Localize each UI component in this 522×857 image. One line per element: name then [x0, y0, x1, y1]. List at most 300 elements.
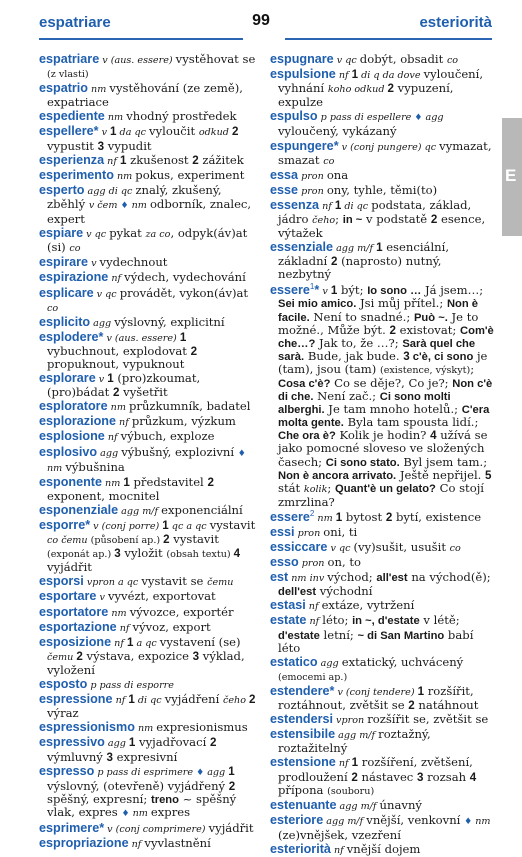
translation: zkušenost: [126, 152, 193, 167]
translation: letní;: [319, 627, 358, 642]
grammar-label: za co: [145, 229, 171, 241]
grammar-label: nf: [104, 155, 120, 167]
grammar-label: agg m/f: [335, 730, 379, 742]
dictionary-entry: [270, 755, 494, 797]
grammar-label: pron: [294, 527, 324, 539]
headword: esploratore: [39, 399, 108, 414]
translation: vnější, venkovní: [366, 812, 465, 827]
translation: vyjádřit: [208, 820, 254, 835]
phrase: d'estate: [278, 629, 320, 642]
grammar-label: co: [47, 302, 59, 314]
translation: Jsi můj přítel.;: [356, 296, 447, 311]
translation: vystavení (se): [159, 634, 241, 649]
translation: exponent, mocnitel: [47, 488, 160, 503]
translation: výmluvný: [47, 749, 107, 764]
grammar-label: v (conj pungere) qc: [338, 141, 440, 153]
grammar-label: di q da dove: [358, 70, 424, 82]
translation: v létě;: [419, 613, 460, 628]
headword: esplosivo: [39, 444, 98, 459]
dictionary-entry: [39, 720, 261, 735]
translation: bytost: [342, 509, 386, 524]
sense-number: 2: [408, 699, 415, 713]
translation: ony, tyhle, těmi(to): [326, 182, 438, 197]
headword: essenza: [270, 197, 320, 212]
translation: východ;: [327, 570, 377, 585]
translation: expresivní: [112, 749, 178, 764]
headword: esso: [270, 555, 299, 570]
phrase: Quant'è un gelato?: [335, 482, 436, 495]
translation: pykat: [109, 226, 146, 241]
translation: vyvézt, exportovat: [107, 589, 216, 604]
headword: espressionismo: [39, 720, 135, 735]
grammar-label: nf: [128, 839, 145, 851]
translation: výraz: [47, 706, 79, 721]
sense-number: 1: [110, 125, 117, 139]
phrase: C'era molta gente.: [278, 404, 490, 430]
translation: (ze)vnějšek, vzezření: [278, 827, 401, 842]
phrase: Non c'è di che.: [278, 378, 493, 404]
phrase: Sei mio amico.: [278, 298, 357, 311]
grammar-label: čemu: [47, 651, 77, 663]
translation: oni, ti: [323, 524, 358, 539]
phrase: Cosa c'è?: [278, 378, 331, 391]
headword: espirazione: [39, 270, 109, 285]
sense-number: 3: [106, 750, 113, 764]
headword: esplicare: [39, 285, 94, 300]
sense-number: 4: [233, 547, 241, 561]
translation: stát: [278, 480, 304, 495]
translation: výslovný, explicitní: [114, 314, 225, 329]
dictionary-entry: [270, 167, 494, 183]
translation: výstava, expozice: [82, 648, 193, 663]
sense-number: 1: [417, 684, 425, 698]
translation: babí léto: [278, 627, 474, 655]
translation: rozsah: [423, 769, 470, 784]
headword: estatico: [270, 654, 318, 669]
grammar-label: v (aus. essere): [103, 332, 180, 344]
dictionary-entry: [270, 555, 494, 570]
headword: espressione: [39, 692, 113, 707]
grammar-label: di qc: [134, 695, 165, 707]
sense-number: 2: [228, 779, 236, 793]
dictionary-entry: [39, 270, 261, 285]
dictionary-entry: [39, 619, 261, 635]
dictionary-entry: [270, 570, 494, 599]
headword: estasi: [270, 598, 306, 613]
grammar-label: agg: [90, 317, 115, 329]
translation: únavný: [379, 797, 422, 812]
grammar-label: p pass di esporre: [87, 680, 174, 692]
grammar-label: co čemu: [47, 535, 91, 547]
headword: esposizione: [39, 634, 112, 649]
page-number: 99: [252, 12, 270, 29]
headword: espiare: [39, 226, 84, 241]
sense-number: 1: [330, 283, 338, 297]
translation: vhodný prostředek: [126, 109, 237, 124]
grammar-label: nm: [314, 512, 336, 524]
grammar-label: nf: [111, 637, 127, 649]
phrase: dell'est: [278, 586, 317, 599]
translation: Ještě nepřijel.: [396, 467, 486, 482]
translation: podstata, základ, jádro: [278, 197, 472, 227]
grammar-label: v (conj tendere): [334, 686, 418, 698]
translation: znalý, zkušený, zběhlý: [47, 182, 222, 211]
diamond-marker: ♦: [121, 808, 130, 819]
grammar-label: pron: [298, 170, 327, 182]
dictionary-entry: [39, 444, 261, 475]
headword: espatriare: [39, 52, 100, 66]
translation: spěšný, expresní;: [47, 791, 151, 806]
context-note: (obsah textu): [166, 549, 234, 561]
homonym-number: 1: [309, 281, 315, 291]
headword: esplorazione: [39, 414, 116, 429]
headword: espropriazione: [39, 836, 129, 851]
headword: esteriore: [270, 812, 324, 827]
dictionary-entry: [39, 52, 261, 81]
grammar-label: p pass di espellere: [317, 112, 415, 124]
translation: výslovný, (otevřeně) vyjádřený: [47, 778, 229, 793]
grammar-label: vpron a qc: [83, 577, 142, 589]
sense-number: 1: [126, 635, 134, 649]
translation: esence, výtažek: [278, 212, 486, 241]
translation: (naprosto) nutný, nezbytný: [278, 254, 442, 282]
translation: Je tam mnoho hotelů.;: [324, 402, 462, 417]
grammar-label: odkud: [198, 127, 232, 139]
dictionary-entry: [39, 502, 261, 518]
sense-number: 1: [128, 693, 135, 707]
translation: vývozce, exportér: [129, 604, 234, 619]
headword: esperienza: [39, 152, 105, 167]
grammar-label: v (conj porre): [90, 521, 163, 532]
headword: esperto: [39, 182, 85, 197]
translation: vybuchnout, explodovat: [47, 343, 191, 358]
translation: vystavit: [169, 532, 219, 547]
grammar-label: nf: [335, 70, 352, 82]
headword: essere: [270, 282, 310, 297]
sense-number: 1: [123, 475, 130, 489]
grammar-label: nm: [88, 84, 110, 96]
dictionary-entry: [39, 329, 261, 371]
dictionary-entry: [270, 841, 494, 857]
dictionary-entry: [270, 508, 494, 525]
grammar-label: v qc: [83, 229, 110, 241]
headword: esplosione: [39, 429, 105, 444]
grammar-label: nf: [115, 417, 132, 429]
headword: esporsi: [39, 574, 84, 589]
grammar-label: nm: [472, 815, 491, 827]
dictionary-entry: [39, 399, 261, 414]
grammar-label: v qc: [327, 543, 354, 554]
grammar-label: nm: [134, 723, 157, 735]
sense-number: 4: [430, 429, 437, 443]
phrase: Che ora è?: [278, 430, 336, 443]
dictionary-entry: [39, 182, 261, 227]
dictionary-entry: [39, 589, 261, 604]
grammar-label: v: [95, 374, 108, 386]
translation: rozšíření, zvětšení, prodloužení: [278, 755, 473, 784]
dictionary-entry: [270, 52, 494, 67]
grammar-label: nm: [128, 199, 150, 211]
translation: Bude, jak bude.: [304, 348, 404, 363]
sense-number: 2: [351, 770, 358, 784]
headword: estendersi: [270, 712, 333, 727]
sense-number: 2: [76, 649, 83, 663]
phrase: Sarà quel che sarà.: [278, 337, 476, 363]
translation: Co stojí zmrzlina?: [278, 480, 485, 509]
sense-number: 1: [351, 756, 359, 770]
translation: výbušný, explozivní: [121, 444, 238, 459]
translation: esenciální, základní: [278, 240, 450, 269]
translation: ona: [326, 167, 349, 182]
grammar-label: kolik: [303, 483, 328, 495]
phrase: Ci sono stato.: [325, 456, 400, 469]
sense-number: 2: [209, 736, 217, 750]
grammar-label: co: [69, 243, 81, 255]
sense-number: 1: [334, 198, 342, 212]
headword: essiccare: [270, 540, 328, 554]
headword: essi: [270, 524, 295, 539]
translation: výklad, vyložení: [47, 648, 245, 677]
headword: espresso: [39, 763, 95, 778]
headword: *: [314, 282, 320, 297]
translation: , odpyk(áv)at (si): [47, 226, 248, 255]
sense-number: 2: [192, 153, 199, 167]
translation: být;: [337, 282, 368, 297]
translation: vyložit: [120, 546, 167, 561]
sense-number: 2: [385, 510, 393, 524]
dictionary-entry: [39, 429, 261, 444]
grammar-label: nm: [129, 807, 151, 819]
left-column: [39, 52, 261, 851]
headword: espressivo: [39, 735, 105, 750]
headword: esponenziale: [39, 502, 119, 517]
diamond-marker: ♦: [196, 767, 205, 778]
translation: je (tam), jsou (tam): [278, 348, 488, 376]
sense-number: 1: [335, 510, 343, 524]
dictionary-entry: [270, 109, 494, 139]
context-note: (emocemi ap.): [278, 671, 348, 683]
translation: Není to snadné.;: [309, 309, 414, 324]
headword: esplodere*: [39, 329, 104, 344]
sense-number: 2: [389, 323, 396, 337]
translation: extáze, vytržení: [321, 598, 415, 613]
grammar-label: nm: [113, 170, 136, 182]
header-rule-left: [39, 38, 243, 40]
grammar-label: nm inv: [288, 573, 328, 585]
translation: výbušnina: [65, 459, 125, 474]
dictionary-entry: [39, 414, 261, 429]
grammar-label: v qc: [93, 288, 120, 300]
dictionary-entry: [39, 371, 261, 400]
sense-number: 2: [163, 533, 170, 547]
dictionary-entry: [270, 683, 494, 713]
translation: vymazat, smazat: [278, 138, 492, 167]
dictionary-entry: [39, 124, 261, 153]
translation: vystěhování (ze země), expatriace: [47, 81, 243, 110]
sense-number: 1: [351, 68, 359, 82]
translation: Kolik je hodin?: [335, 428, 431, 443]
headword: esprimere*: [39, 820, 105, 835]
translation: nástavec: [357, 769, 417, 784]
translation: ~ spěšný vlak, expres: [47, 791, 237, 819]
grammar-label: v: [319, 285, 331, 297]
translation: Je to možné., Může být.: [278, 309, 479, 337]
translation: přípona: [278, 782, 328, 797]
translation: on, to: [327, 555, 361, 570]
translation: provádět, vykon(áv)at: [119, 285, 249, 300]
grammar-label: agg: [317, 657, 342, 669]
translation: expresionismus: [156, 720, 248, 735]
translation: výbuch, exploze: [120, 429, 215, 444]
grammar-label: nm: [107, 402, 129, 414]
grammar-label: da qc: [116, 127, 150, 139]
grammar-label: čeho: [312, 215, 336, 227]
sense-number: 5: [485, 468, 492, 482]
headword: estate: [270, 613, 307, 628]
grammar-label: v: [96, 592, 108, 604]
translation: ;: [327, 480, 336, 495]
dictionary-entry: [270, 197, 494, 241]
translation: Co se děje?, Co je?;: [330, 376, 453, 391]
translation: vypuzení, expulze: [278, 81, 454, 110]
grammar-label: agg: [97, 447, 122, 459]
headword: essa: [270, 167, 299, 182]
grammar-label: čeho: [222, 695, 250, 707]
dictionary-entry: [39, 677, 261, 692]
phrase: c'è, ci sono: [409, 350, 474, 363]
grammar-label: co: [449, 543, 461, 554]
headword: esportazione: [39, 619, 117, 634]
translation: rozšířit, roztáhnout, zvětšit se: [278, 683, 474, 713]
header-rule-right: [285, 38, 492, 40]
grammar-label: nf: [319, 200, 335, 212]
sense-number: 3: [97, 139, 105, 153]
sense-number: 2: [231, 125, 239, 139]
sense-number: 1: [162, 519, 169, 532]
headword: esponente: [39, 474, 102, 489]
translation: vypustit: [47, 138, 98, 153]
translation: dobýt, obsadit: [359, 52, 447, 66]
translation: pokus, experiment: [135, 167, 245, 182]
grammar-label: agg m/f: [333, 243, 377, 255]
grammar-label: nm: [101, 477, 124, 489]
dictionary-entry: [270, 797, 494, 813]
translation: Byla tam spousta lidí.;: [343, 415, 479, 430]
grammar-label: co: [446, 55, 459, 66]
grammar-label: pron: [298, 185, 327, 197]
grammar-label: nf: [306, 616, 323, 628]
grammar-label: nf: [330, 844, 347, 856]
dictionary-entry: [39, 152, 261, 168]
thumb-index-tab[interactable]: [502, 118, 522, 236]
headword: espirare: [39, 255, 89, 270]
translation: ;: [470, 361, 475, 376]
headword: espellere*: [39, 124, 99, 139]
translation: průzkum, výzkum: [131, 414, 236, 429]
grammar-label: v (aus. essere): [99, 55, 176, 66]
translation: zážitek: [198, 152, 244, 167]
translation: představitel: [129, 474, 208, 489]
sense-number: 2: [249, 693, 256, 707]
translation: výdech, vydechování: [124, 270, 246, 285]
translation: Není zač.;: [313, 389, 380, 404]
translation: roztažný, roztažitelný: [278, 727, 431, 756]
phrase: Non è ancora arrivato.: [278, 469, 397, 482]
sense-number: 1: [228, 764, 235, 778]
headword: espungere*: [270, 138, 339, 153]
translation: ;: [335, 212, 343, 227]
diamond-marker: ♦: [237, 448, 246, 459]
sense-number: 2: [430, 213, 438, 227]
dictionary-entry: [270, 613, 494, 655]
translation: vyjádřit: [47, 560, 92, 575]
grammar-label: nf: [335, 758, 352, 770]
dictionary-entry: [39, 820, 261, 836]
dictionary-entry: [39, 692, 261, 721]
phrase: in ~: [342, 214, 363, 227]
sense-number: 2: [387, 82, 394, 96]
homonym-number: 2: [309, 508, 315, 518]
dictionary-entry: [39, 226, 261, 255]
translation: vyjádření: [164, 692, 223, 707]
grammar-label: nm: [47, 462, 66, 474]
grammar-label: koho odkud: [327, 84, 388, 96]
grammar-label: agg di qc: [84, 185, 136, 197]
grammar-label: nm: [108, 607, 130, 619]
dictionary-entry: [270, 281, 494, 509]
translation: propuknout, vypuknout: [47, 356, 185, 371]
grammar-label: nf: [305, 601, 322, 613]
translation: vyjadřovací: [135, 735, 210, 750]
context-note: (existence, výskyt): [379, 364, 471, 376]
grammar-label: di qc: [341, 200, 372, 212]
sense-number: 1: [107, 372, 114, 386]
headword: espediente: [39, 109, 105, 124]
headword: espugnare: [270, 52, 334, 66]
translation: vystavit: [209, 518, 256, 532]
grammar-label: a qc: [133, 637, 160, 649]
header-left-guide-word: espatriare: [39, 14, 111, 31]
grammar-label: nm: [104, 112, 127, 124]
grammar-label: agg: [104, 738, 129, 750]
translation: vystěhovat se: [175, 52, 256, 66]
translation: (vy)sušit, usušit: [353, 540, 450, 554]
dictionary-entry: [270, 540, 494, 555]
grammar-label: v čem: [88, 199, 121, 211]
dictionary-entry: [39, 285, 261, 315]
grammar-label: agg m/f: [118, 505, 162, 517]
dictionary-entry: [39, 314, 261, 330]
context-note: (z vlasti): [47, 69, 89, 81]
translation: rozšířit se, zvětšit se: [367, 712, 489, 727]
translation: Jak to, že …?;: [315, 335, 403, 350]
dictionary-entry: [39, 634, 261, 677]
headword: esse: [270, 182, 299, 197]
diamond-marker: ♦: [464, 816, 473, 827]
headword: espulsione: [270, 67, 336, 82]
translation: existovat;: [395, 322, 461, 337]
headword: espatrio: [39, 81, 88, 96]
headword: esportatore: [39, 604, 109, 619]
grammar-label: nf: [112, 695, 129, 707]
dictionary-entry: [39, 255, 261, 270]
sense-number: 3: [192, 649, 200, 663]
translation: vyloučený, vykázaný: [278, 124, 397, 139]
headword: estensibile: [270, 727, 336, 742]
grammar-label: v: [88, 258, 100, 270]
translation: vývoz, export: [132, 619, 211, 634]
dictionary-entry: [39, 109, 261, 124]
